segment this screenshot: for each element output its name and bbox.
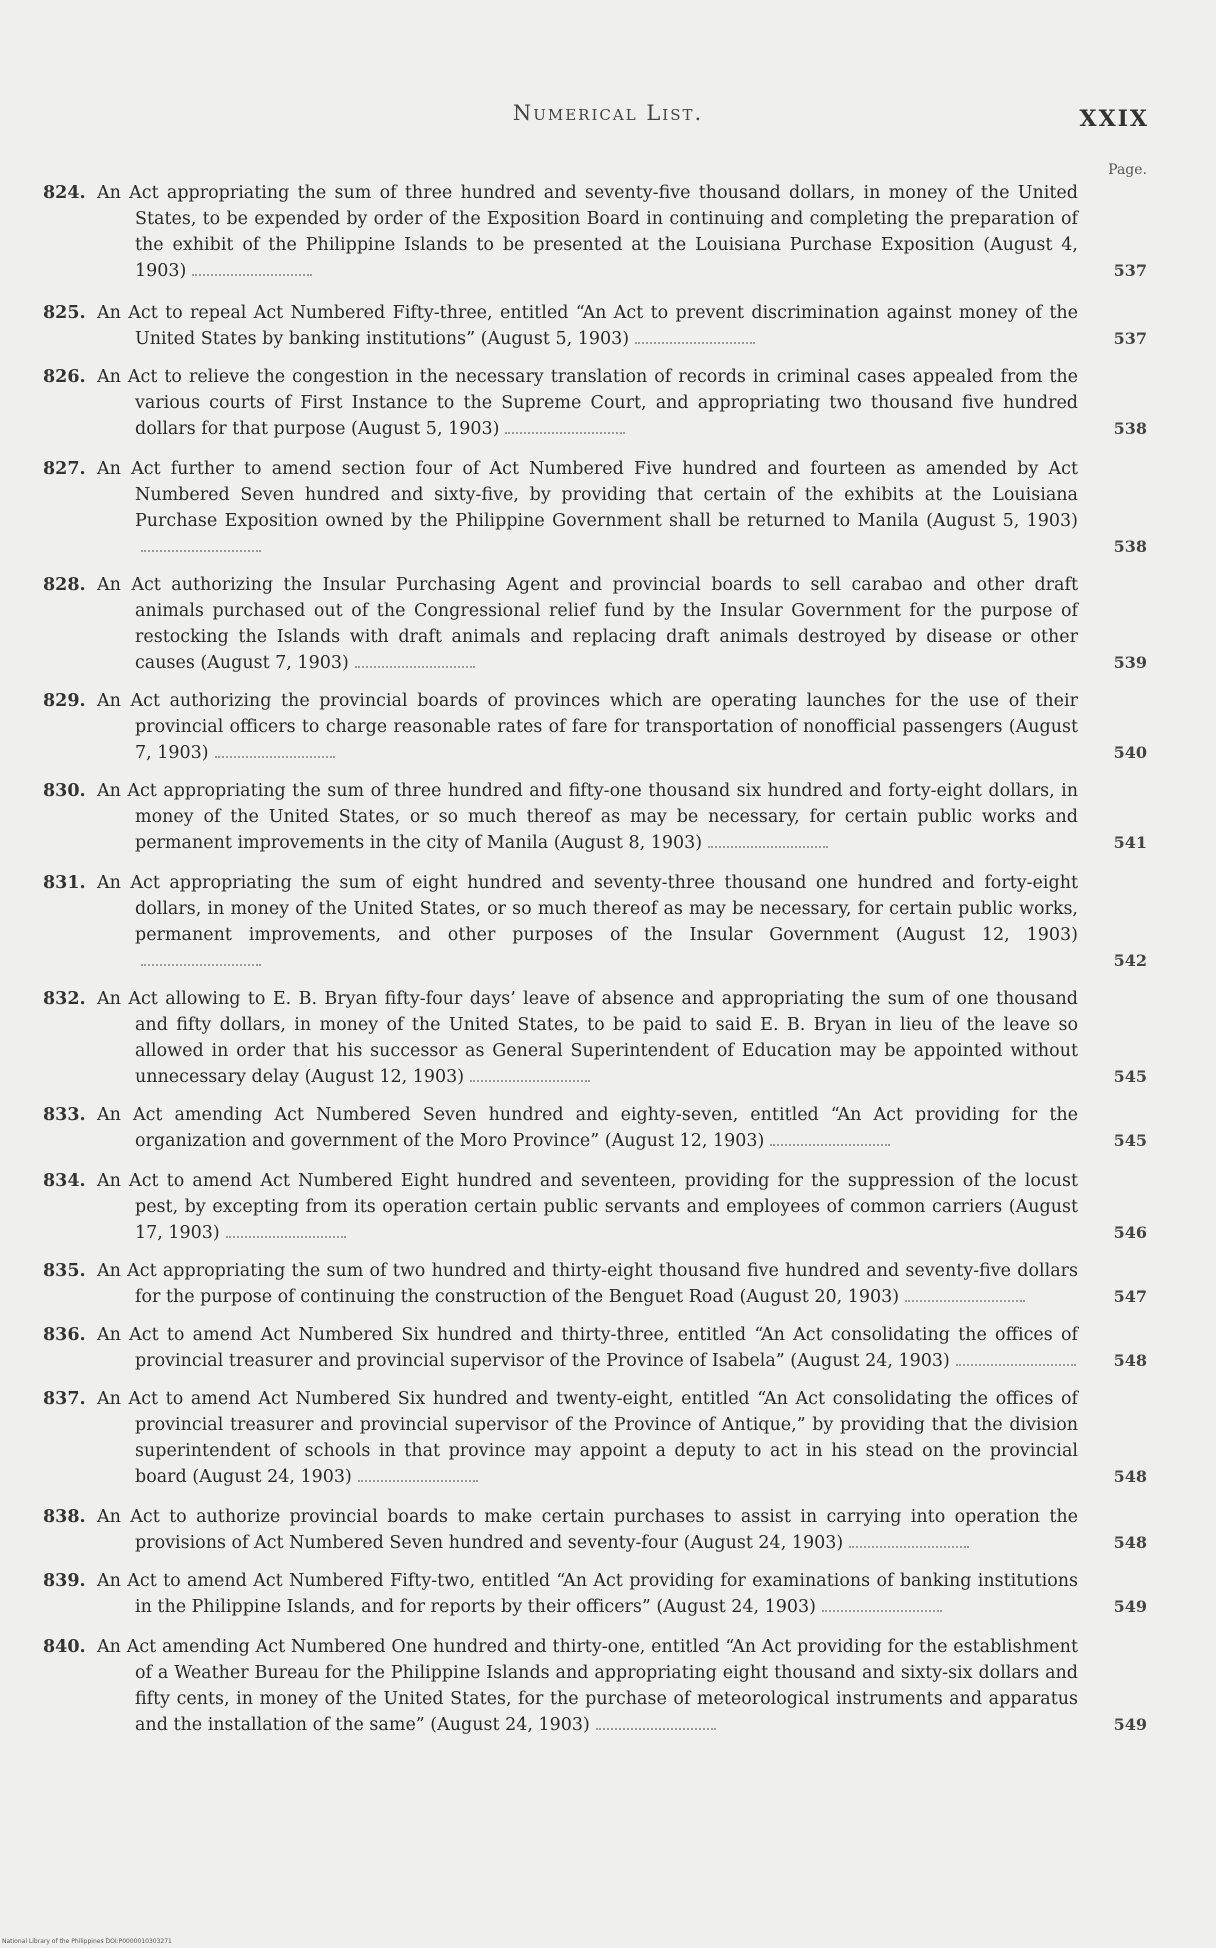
dot-leader	[905, 1290, 1025, 1302]
list-item	[0, 364, 1216, 442]
act-description	[97, 1322, 1078, 1374]
act-description	[97, 180, 1078, 284]
act-number: 837.	[43, 1389, 86, 1409]
act-description	[97, 1634, 1078, 1738]
page-reference: 537	[1113, 329, 1147, 348]
act-number: 831.	[43, 873, 86, 893]
page-reference: 541	[1113, 833, 1147, 852]
dot-leader	[635, 332, 755, 344]
list-item	[0, 870, 1216, 974]
act-description	[97, 1258, 1078, 1310]
act-text: An Act authorizing the Insular Purchasing Agent and provincial boards to sell carabao and other draft animals purchased out of the Congressional relief fund by the Insular Government for the purpose of restocking the Islands with draft animals and replacing draft animals destroyed by disease or other causes (August 7, 1903)	[97, 575, 1078, 673]
dot-leader	[849, 1536, 969, 1548]
list-item	[0, 1386, 1216, 1490]
dot-leader	[956, 1354, 1076, 1366]
act-number: 824.	[43, 183, 86, 203]
act-text: An Act to amend Act Numbered Eight hundred and seventeen, providing for the suppression of the locust pest, by excepting from its operation certain public servants and employees of common carriers (August 17, 1903)	[97, 1171, 1078, 1243]
act-number: 827.	[43, 459, 86, 479]
dot-leader	[226, 1226, 346, 1238]
act-list	[0, 180, 1216, 1738]
list-item	[0, 456, 1216, 560]
page-reference: 537	[1113, 261, 1147, 280]
act-number: 832.	[43, 989, 86, 1009]
act-text: An Act amending Act Numbered One hundred and thirty-one, entitled “An Act providing for the establishment of a Weather Bureau for the Philippine Islands and appropriating eight thousand and sixty-six dollars and fifty cents, in money of the United States, for the purchase of meteorological instruments and apparatus and the installation of the same” (August 24, 1903)	[97, 1637, 1078, 1735]
act-description	[97, 1102, 1078, 1154]
act-number: 835.	[43, 1261, 86, 1281]
list-item	[0, 1168, 1216, 1246]
act-description	[97, 1168, 1078, 1246]
dot-leader	[596, 1718, 716, 1730]
dot-leader	[822, 1600, 942, 1612]
page-reference: 548	[1113, 1533, 1147, 1552]
act-description	[97, 870, 1078, 974]
act-text: An Act appropriating the sum of three hundred and fifty-one thousand six hundred and forty-eight dollars, in money of the United States, or so much thereof as may be necessary, for certain public works and permanent improvements in the city of Manila (August 8, 1903)	[97, 781, 1078, 853]
list-item	[0, 778, 1216, 856]
page-reference: 548	[1113, 1467, 1147, 1486]
list-item	[0, 300, 1216, 352]
act-description	[97, 688, 1078, 766]
dot-leader	[770, 1134, 890, 1146]
act-number: 828.	[43, 575, 86, 595]
dot-leader	[215, 746, 335, 758]
list-item	[0, 180, 1216, 284]
list-item	[0, 1504, 1216, 1556]
dot-leader	[141, 954, 261, 966]
page-column-label: Page.	[1108, 162, 1147, 178]
act-number: 839.	[43, 1571, 86, 1591]
act-number: 840.	[43, 1637, 86, 1657]
act-text: An Act to relieve the congestion in the necessary translation of records in criminal cases appealed from the various courts of First Instance to the Supreme Court, and appropriating two thousand five hundred dollars for that purpose (August 5, 1903)	[97, 367, 1078, 439]
act-text: An Act amending Act Numbered Seven hundred and eighty-seven, entitled “An Act providing for the organization and government of the Moro Province” (August 12, 1903)	[97, 1105, 1078, 1151]
list-item	[0, 986, 1216, 1090]
act-description	[97, 300, 1078, 352]
act-text: An Act appropriating the sum of three hundred and seventy-five thousand dollars, in money of the United States, to be expended by order of the Exposition Board in continuing and completing the preparation of the exhibit of the Philippine Islands to be presented at the Louisiana Purchase Exposition (August 4, 1903)	[97, 183, 1078, 281]
page-reference: 545	[1113, 1067, 1147, 1086]
dot-leader	[505, 422, 625, 434]
act-description	[97, 1386, 1078, 1490]
page-reference: 540	[1113, 743, 1147, 762]
list-item	[0, 1568, 1216, 1620]
page-reference: 538	[1113, 537, 1147, 556]
act-text: An Act to amend Act Numbered Six hundred and twenty-eight, entitled “An Act consolidating the offices of provincial treasurer and provincial supervisor of the Province of Antique,” by providing that the division superintendent of schools in that province may appoint a deputy to act in his stead on the provincial board (August 24, 1903)	[97, 1389, 1078, 1487]
act-description	[97, 456, 1078, 560]
act-number: 826.	[43, 367, 86, 387]
running-title: Numerical List.	[512, 101, 704, 125]
page-reference: 542	[1113, 951, 1147, 970]
dot-leader	[358, 1470, 478, 1482]
act-text: An Act to repeal Act Numbered Fifty-three, entitled “An Act to prevent discrimination against money of the United States by banking institutions” (August 5, 1903)	[97, 303, 1078, 349]
list-item	[0, 572, 1216, 676]
page-reference: 549	[1113, 1715, 1147, 1734]
page-reference: 539	[1113, 653, 1147, 672]
page-reference: 549	[1113, 1597, 1147, 1616]
act-description	[97, 778, 1078, 856]
roman-page-number: XXIX	[1079, 106, 1149, 132]
act-text: An Act further to amend section four of Act Numbered Five hundred and fourteen as amended by Act Numbered Seven hundred and sixty-five, by providing that certain of the exhibits at the Louisiana Purchase Exposition owned by the Philippine Government shall be returned to Manila (August 5, 1903)	[97, 459, 1078, 531]
list-item	[0, 1258, 1216, 1310]
dot-leader	[141, 540, 261, 552]
page-reference: 548	[1113, 1351, 1147, 1370]
act-number: 838.	[43, 1507, 86, 1527]
act-description	[97, 986, 1078, 1090]
page-reference: 545	[1113, 1131, 1147, 1150]
dot-leader	[708, 836, 828, 848]
footer-credit: National Library of the Philippines DOI:P0000010303271	[2, 1938, 172, 1945]
dot-leader	[192, 264, 312, 276]
act-number: 829.	[43, 691, 86, 711]
act-text: An Act authorizing the provincial boards of provinces which are operating launches for the use of their provincial officers to charge reasonable rates of fare for transportation of nonofficial passengers (August 7, 1903)	[97, 691, 1078, 763]
act-text: An Act to amend Act Numbered Fifty-two, entitled “An Act providing for examinations of banking institutions in the Philippine Islands, and for reports by their officers” (August 24, 1903)	[97, 1571, 1078, 1617]
page-reference: 538	[1113, 419, 1147, 438]
act-text: An Act to authorize provincial boards to make certain purchases to assist in carrying into operation the provisions of Act Numbered Seven hundred and seventy-four (August 24, 1903)	[97, 1507, 1078, 1553]
act-number: 833.	[43, 1105, 86, 1125]
page-reference: 546	[1113, 1223, 1147, 1242]
act-text: An Act to amend Act Numbered Six hundred and thirty-three, entitled “An Act consolidating the offices of provincial treasurer and provincial supervisor of the Province of Isabela” (August 24, 1903)	[97, 1325, 1078, 1371]
page-reference: 547	[1113, 1287, 1147, 1306]
act-number: 825.	[43, 303, 86, 323]
list-item	[0, 1322, 1216, 1374]
act-text: An Act appropriating the sum of two hundred and thirty-eight thousand five hundred and seventy-five dollars for the purpose of continuing the construction of the Benguet Road (August 20, 1903)	[97, 1261, 1078, 1307]
list-item	[0, 688, 1216, 766]
dot-leader	[470, 1070, 590, 1082]
list-item	[0, 1102, 1216, 1154]
act-description	[97, 1504, 1078, 1556]
act-description	[97, 572, 1078, 676]
dot-leader	[355, 656, 475, 668]
act-description	[97, 364, 1078, 442]
act-number: 830.	[43, 781, 86, 801]
act-number: 834.	[43, 1171, 86, 1191]
act-number: 836.	[43, 1325, 86, 1345]
list-item	[0, 1634, 1216, 1738]
act-description	[97, 1568, 1078, 1620]
act-text: An Act appropriating the sum of eight hundred and seventy-three thousand one hundred and forty-eight dollars, in money of the United States, or so much thereof as may be necessary, for certain public works, permanent improvements, and other purposes of the Insular Government (August 12, 1903)	[97, 873, 1078, 945]
act-text: An Act allowing to E. B. Bryan fifty-four days’ leave of absence and appropriating the sum of one thousand and fifty dollars, in money of the United States, to be paid to said E. B. Bryan in lieu of the leave so allowed in order that his successor as General Superintendent of Education may be appointed without unnecessary delay (August 12, 1903)	[97, 989, 1078, 1087]
